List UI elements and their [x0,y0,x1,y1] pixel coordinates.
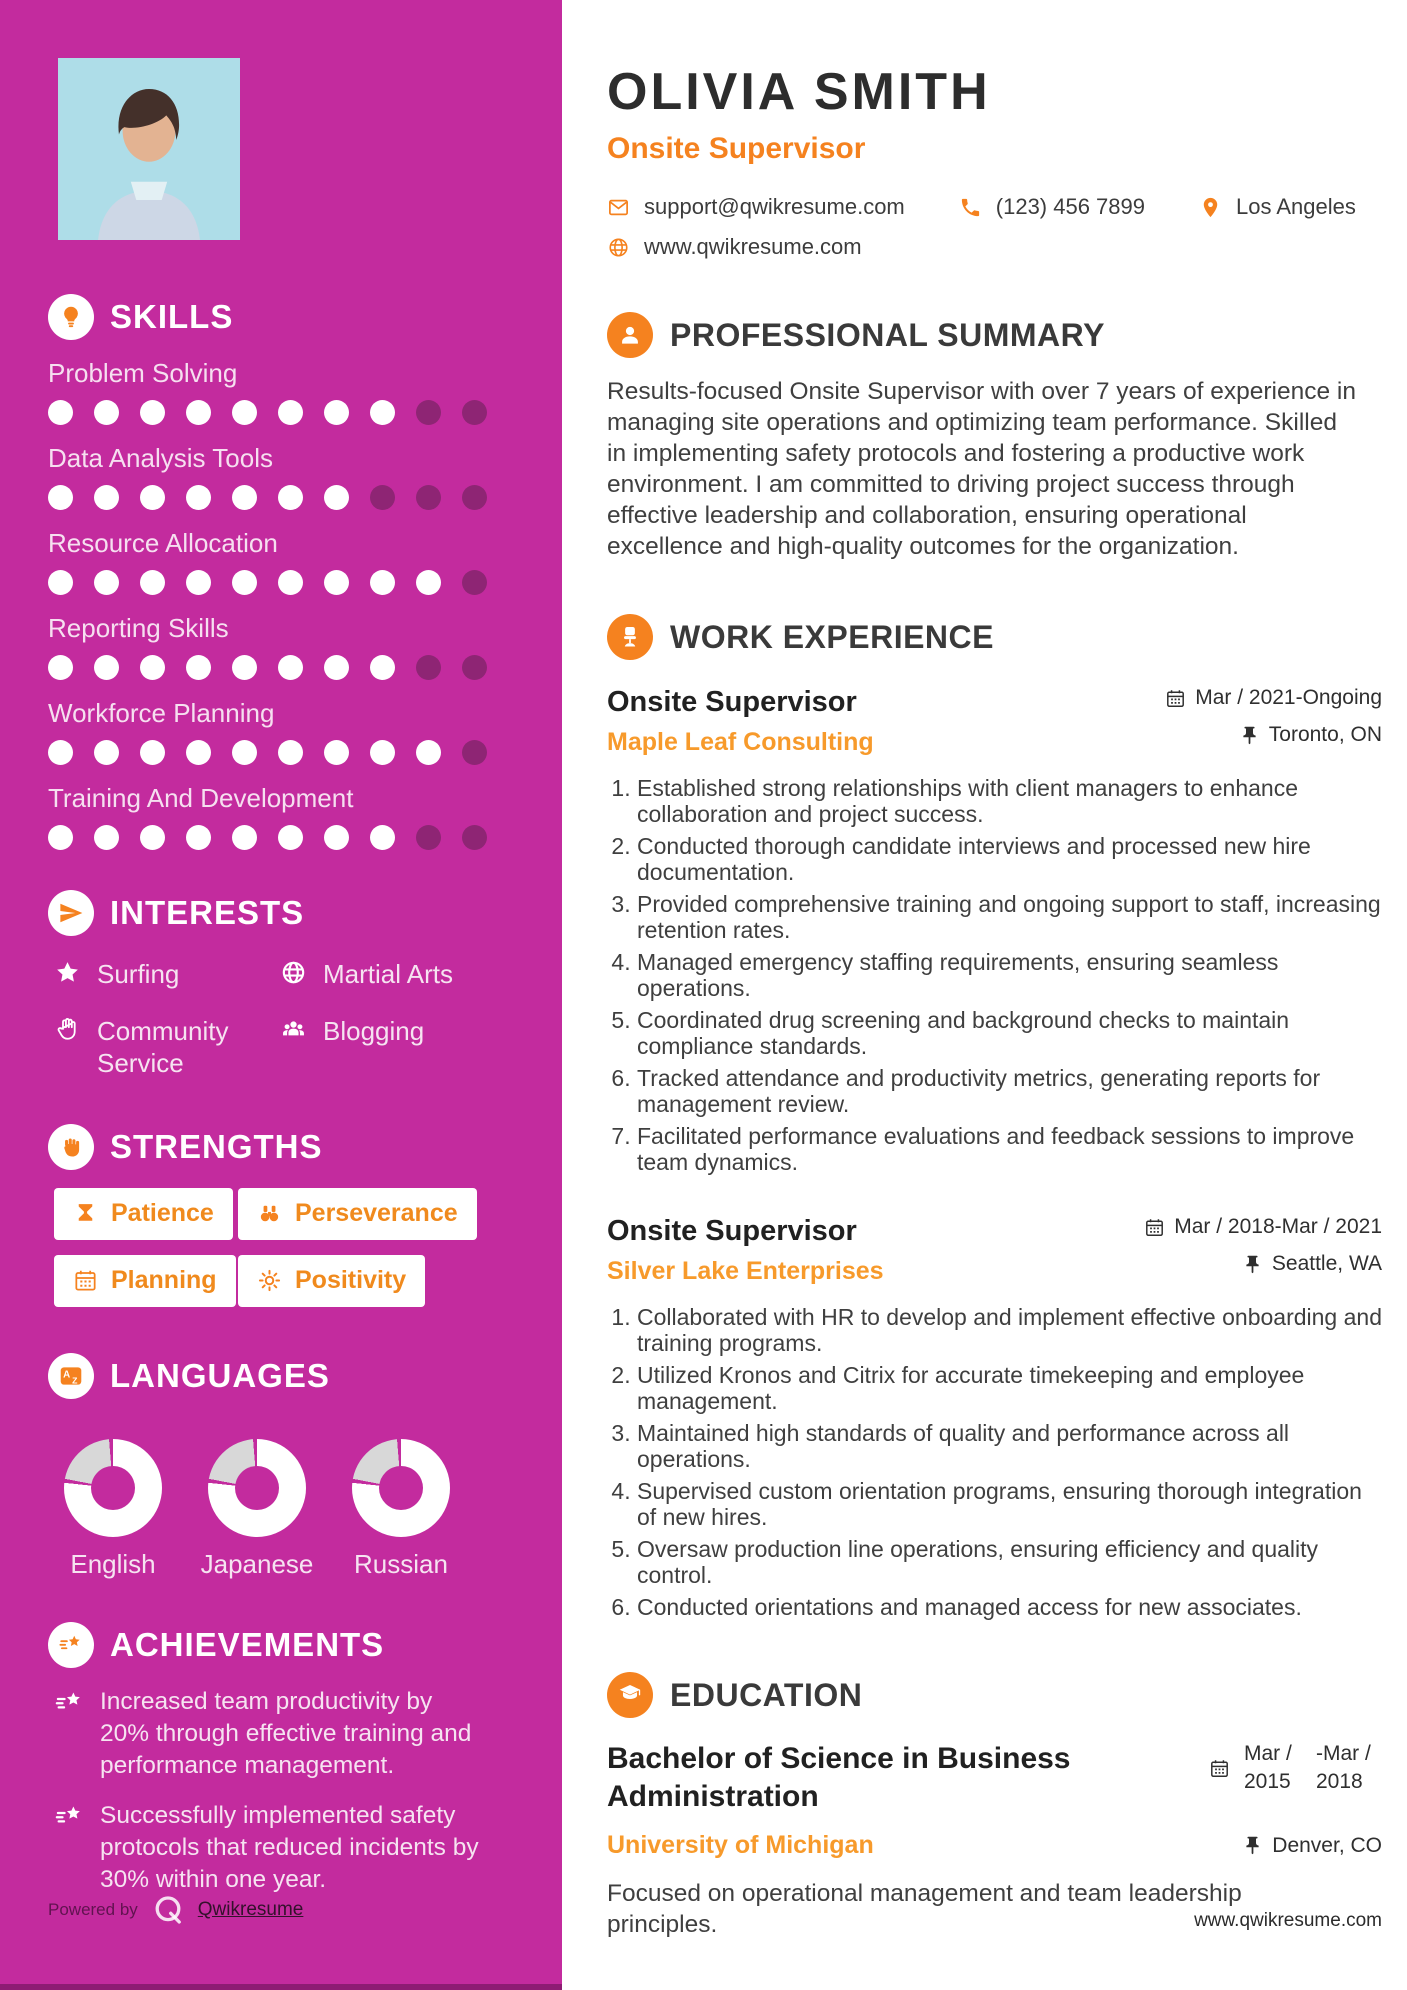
summary-icon-circle [607,312,653,358]
strength-label: Perseverance [295,1199,458,1227]
job-meta [1112,1215,1382,1276]
shooting-star-icon [58,1632,84,1658]
strength-badge [54,1255,236,1307]
education-date-start: Mar / 2015 [1244,1742,1292,1794]
skill-label: Training And Development [48,783,354,813]
job-bullet: 3. Maintained high standards of quality and performance across all operations. [637,1420,1382,1472]
skill-dot [278,655,303,680]
education-location-text: Denver, CO [1272,1833,1382,1857]
skill-dot [94,400,119,425]
skill-dot [94,825,119,850]
location-text: Los Angeles [1236,194,1356,219]
summary-text: Results-focused Onsite Supervisor with over 7 years of experience in managing site operations and optimizing team performance. Skilled in implementing safety protocols and fostering a productive work environment. I am committed to driving project success through effective leadership and collaboration, ensuring operational excellence and high-quality outcomes for the organization. [607,378,1356,560]
skill-dot [462,655,487,680]
calendar-icon [1209,1758,1230,1779]
skill-dot [278,400,303,425]
skills-section [48,294,536,850]
binoculars-icon [257,1201,282,1226]
language-label: Japanese [200,1548,314,1579]
language-donut-chart [352,1439,450,1537]
interest-item [54,1015,262,1080]
work-title: WORK EXPERIENCE [670,618,994,655]
skill-item [48,358,536,425]
education-header [607,1740,1382,1815]
achievements-list [54,1686,536,1896]
interests-heading [48,890,536,936]
job-bullet: 6. Conducted orientations and managed access for new associates. [637,1594,1382,1620]
skill-dot [48,400,73,425]
skill-dot [462,570,487,595]
job-entry [607,1215,1382,1620]
skill-dot [416,825,441,850]
powered-by-label: Powered by [48,1900,138,1919]
job-bullet: 1. Established strong relationships with client managers to enhance collaboration and project success. [637,775,1382,827]
job-header [607,686,1382,757]
skill-item [48,783,536,850]
language-donut-chart [64,1439,162,1537]
skill-dot [462,740,487,765]
skill-rating [48,570,536,595]
svg-text:Z: Z [72,1374,78,1385]
strength-label: Planning [111,1266,217,1294]
candidate-name: OLIVIA SMITH [607,63,991,121]
skill-dot [324,825,349,850]
skill-dot [278,825,303,850]
skills-heading [48,294,536,340]
job-bullet: 7. Facilitated performance evaluations and feedback sessions to improve team dynamics. [637,1123,1382,1175]
email-contact[interactable] [607,194,905,220]
job-location [1242,1252,1382,1276]
job-bullet: 2. Conducted thorough candidate interviews and processed new hire documentation. [637,833,1382,885]
qwikresume-logo-icon [150,1892,186,1928]
skill-dot [140,570,165,595]
qwikresume-link[interactable]: Qwikresume [197,1899,304,1920]
skill-dot [94,485,119,510]
strengths-title: STRENGTHS [110,1127,323,1165]
skill-dot [140,740,165,765]
degree-name: Bachelor of Science in Business Administration [607,1742,1071,1813]
skill-dot [462,400,487,425]
phone-text: (123) 456 7899 [995,194,1145,219]
strengths-section [48,1124,536,1307]
lightbulb-icon [58,304,84,330]
skill-label: Workforce Planning [48,698,275,728]
skill-dot [416,485,441,510]
languages-heading [48,1353,536,1399]
job-location-text: Seattle, WA [1271,1252,1382,1275]
interest-label: Surfing [97,959,180,989]
skill-dot [324,655,349,680]
achievements-section [48,1622,536,1896]
skill-label: Problem Solving [48,358,238,388]
calendar-icon [1165,688,1186,709]
skill-dot [186,740,211,765]
skill-dot [94,570,119,595]
summary-title: PROFESSIONAL SUMMARY [670,316,1105,353]
skill-label: Resource Allocation [48,528,278,558]
achievements-heading [48,1622,536,1668]
skill-dot [140,400,165,425]
calendar-icon [73,1268,98,1293]
job-meta [1112,686,1382,747]
summary-section [607,312,1382,562]
skill-dot [324,740,349,765]
skill-dot [186,825,211,850]
skills-title: SKILLS [110,298,234,335]
pushpin-icon [1242,1254,1263,1275]
skill-dot [324,570,349,595]
graduate-icon [617,1682,643,1708]
skill-dot [140,485,165,510]
sidebar-footer [48,1892,303,1928]
job-title: Onsite Supervisor [607,1215,857,1247]
shooting-star-icon [54,1688,85,1719]
language-label: English [70,1548,156,1579]
website-contact[interactable] [607,234,862,260]
work-experience-section [607,614,1382,1620]
skill-dot [186,400,211,425]
interests-section [48,890,536,1080]
language-donut-chart [208,1439,306,1537]
languages-section [48,1353,536,1580]
skill-dot [186,570,211,595]
skill-dot [48,740,73,765]
summary-heading [607,312,1382,358]
job-date-text: Mar / 2018-Mar / 2021 [1174,1215,1382,1238]
skill-dot [140,825,165,850]
interest-label: Community Service [97,1015,229,1078]
school-name: University of Michigan [607,1831,874,1859]
skill-dot [140,655,165,680]
main-content [562,0,1407,1990]
job-bullet-list [607,775,1382,1175]
skill-dot [324,400,349,425]
strength-badge [54,1188,233,1240]
interest-item [280,1015,536,1080]
office-chair-icon [617,624,643,650]
skill-dot [278,485,303,510]
education-description: Focused on operational management and team leadership principles. [607,1880,1242,1938]
work-heading [607,614,1382,660]
interests-title: INTERESTS [110,894,305,931]
company-name: Maple Leaf Consulting [607,728,874,756]
education-location [1242,1834,1382,1858]
skill-dot [48,485,73,510]
profile-photo [58,58,240,240]
strengths-heading [48,1124,536,1170]
envelope-icon [607,196,630,219]
skill-dot [48,655,73,680]
job-bullet-list [607,1304,1382,1620]
skill-label: Data Analysis Tools [48,443,273,473]
skill-dot [416,740,441,765]
translate-icon [58,1363,84,1389]
contact-row [607,194,1382,220]
footer-website-link[interactable]: www.qwikresume.com [1194,1910,1382,1931]
skill-rating [48,655,536,680]
job-location [1239,723,1382,747]
email-text: support@qwikresume.com [644,194,905,219]
strength-label: Patience [111,1199,214,1227]
strength-label: Positivity [295,1266,407,1294]
job-title: Onsite Supervisor [607,686,857,718]
skill-dot [370,825,395,850]
skill-dot [232,485,257,510]
paper-plane-icon [58,900,84,926]
candidate-title: Onsite Supervisor [607,132,866,165]
skills-icon-circle [48,294,94,340]
skill-dot [370,400,395,425]
achievements-title: ACHIEVEMENTS [110,1625,385,1663]
job-date [1165,686,1382,710]
skill-dot [94,655,119,680]
achievement-text: Increased team productivity by 20% through effective training and performance management. [100,1687,472,1779]
company-name: Silver Lake Enterprises [607,1257,884,1285]
skill-dot [416,570,441,595]
education-icon-circle [607,1672,653,1718]
skill-dot [232,570,257,595]
language-item [200,1439,314,1580]
job-bullet: 6. Tracked attendance and productivity metrics, generating reports for management review. [637,1065,1382,1117]
education-section [607,1672,1382,1940]
achievement-item [54,1686,536,1782]
skill-dot [370,740,395,765]
phone-contact[interactable] [959,194,1145,220]
calendar-icon [1144,1217,1165,1238]
job-bullet: 5. Coordinated drug screening and background checks to maintain compliance standards. [637,1007,1382,1059]
education-subheader [607,1831,1382,1860]
skill-dot [186,655,211,680]
skill-rating [48,485,536,510]
pushpin-icon [1239,725,1260,746]
skill-label: Reporting Skills [48,613,229,643]
location-pin-icon [1199,196,1222,219]
skill-item [48,443,536,510]
achievement-item [54,1800,536,1896]
skill-dot [370,655,395,680]
website-text: www.qwikresume.com [644,234,862,259]
skill-dot [462,825,487,850]
job-bullet: 2. Utilized Kronos and Citrix for accurate timekeeping and employee management. [637,1362,1382,1414]
skill-item [48,698,536,765]
interest-label: Blogging [323,1015,425,1046]
skill-dot [94,740,119,765]
job-date-text: Mar / 2021-Ongoing [1195,686,1382,709]
sidebar [0,0,562,1990]
job-bullet: 4. Supervised custom orientation programs, ensuring thorough integration of new hires. [637,1478,1382,1530]
skill-dot [370,570,395,595]
job-header [607,1215,1382,1286]
achievements-icon-circle [48,1622,94,1668]
languages-title: LANGUAGES [110,1356,330,1394]
job-location-text: Toronto, ON [1268,723,1382,746]
skill-dot [278,740,303,765]
svg-text:A: A [63,1369,71,1381]
hourglass-icon [73,1201,98,1226]
education-title: EDUCATION [670,1676,863,1713]
skill-item [48,528,536,595]
education-heading [607,1672,1382,1718]
language-item [352,1439,450,1580]
skill-rating [48,740,536,765]
languages-list [64,1439,536,1580]
job-bullet: 4. Managed emergency staffing requirements, ensuring seamless operations. [637,949,1382,1001]
interests-list [54,958,536,1080]
skill-rating [48,400,536,425]
achievement-text: Successfully implemented safety protocols that reduced incidents by 30% within one year. [100,1801,479,1893]
strength-badge [238,1188,477,1240]
globe-icon [280,959,307,986]
job-bullet: 1. Collaborated with HR to develop and implement effective onboarding and training programs. [637,1304,1382,1356]
language-item [64,1439,162,1580]
star-icon [54,959,81,986]
shooting-star-icon [54,1802,85,1833]
strengths-icon-circle [48,1124,94,1170]
job-bullet: 3. Provided comprehensive training and ongoing support to staff, increasing retention rates. [637,891,1382,943]
language-label: Russian [354,1548,448,1579]
education-date-end: -Mar / 2018 [1316,1742,1371,1794]
skill-dot [370,485,395,510]
job-bullet: 5. Oversaw production line operations, ensuring efficiency and quality control. [637,1536,1382,1588]
people-icon [280,1016,307,1043]
job-date [1144,1215,1382,1239]
skill-dot [232,825,257,850]
skill-dot [232,655,257,680]
person-icon [617,322,643,348]
skill-dot [186,485,211,510]
contact-row [607,234,1382,260]
skill-dot [416,655,441,680]
skill-dot [278,570,303,595]
skill-dot [324,485,349,510]
pushpin-icon [1242,1835,1263,1856]
interest-item [54,958,262,991]
interests-icon-circle [48,890,94,936]
globe-icon [607,236,630,259]
hand-icon [54,1016,81,1043]
interest-item [280,958,536,991]
skill-rating [48,825,536,850]
gear-icon [257,1268,282,1293]
skill-dot [416,400,441,425]
skill-dot [232,740,257,765]
phone-icon [959,196,982,219]
work-icon-circle [607,614,653,660]
strength-badge [238,1255,425,1307]
skill-dot [232,400,257,425]
education-date [1209,1740,1382,1797]
profile-photo-image [58,58,240,240]
skill-item [48,613,536,680]
skill-dot [48,825,73,850]
fist-icon [58,1134,84,1160]
skill-dot [48,570,73,595]
job-entry [607,686,1382,1175]
strengths-list [54,1188,536,1307]
location-contact [1199,194,1356,220]
skill-dot [462,485,487,510]
interest-label: Martial Arts [323,959,454,989]
languages-icon-circle [48,1353,94,1399]
